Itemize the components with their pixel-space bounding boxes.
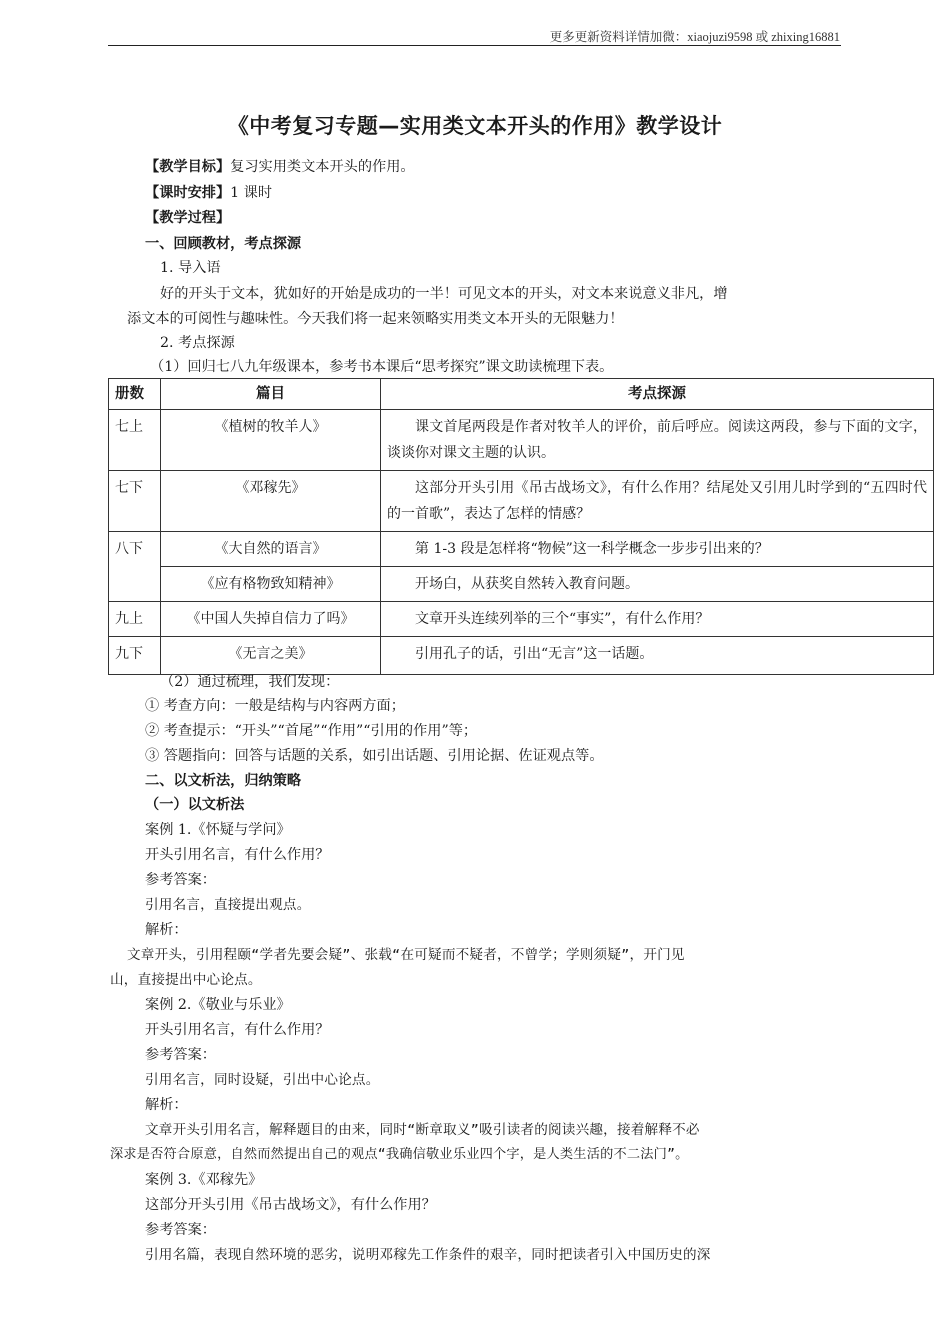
cell-source: 开场白，从获奖自然转入教育问题。 [381, 567, 934, 602]
header-source: 考点探源 [381, 379, 934, 410]
cell-grade: 七上 [109, 410, 161, 471]
document-title: 《中考复习专题—实用类文本开头的作用》教学设计 [227, 114, 723, 138]
table-row [109, 410, 934, 471]
cell-title: 《无言之美》 [161, 637, 381, 675]
cell-grade: 七下 [109, 471, 161, 532]
case3-title: 案例 3.《邓稼先》 [145, 1172, 263, 1188]
table-row [109, 602, 934, 637]
table-row [109, 532, 934, 567]
case1-analysis-line-2: 山，直接提出中心论点。 [110, 972, 262, 988]
case2-question: 开头引用名言，有什么作用？ [145, 1022, 330, 1038]
header-title: 篇目 [161, 379, 381, 410]
case1-answer-label: 参考答案： [145, 872, 216, 888]
hours-line [145, 183, 272, 203]
step2-text: （2）通过梳理，我们发现： [160, 674, 340, 690]
case2-analysis-line-1: 文章开头引用名言，解释题目的由来，同时“断章取义”吸引读者的阅读兴趣，接着解释不必 [145, 1122, 700, 1138]
case2-answer-label: 参考答案： [145, 1047, 216, 1063]
hours-label: 【课时安排】 [145, 185, 231, 201]
case1-title: 案例 1.《怀疑与学问》 [145, 822, 291, 838]
case2-analysis-label: 解析： [145, 1097, 188, 1113]
finding-2: ② 考查提示：“开头”“首尾”“作用”“引用的作用”等； [145, 723, 478, 739]
table-row [109, 637, 934, 675]
case3-answer: 引用名篇，表现自然环境的恶劣，说明邓稼先工作条件的艰辛，同时把读者引入中国历史的深 [145, 1247, 711, 1263]
goal-line [145, 157, 415, 177]
section1-heading: 一、回顾教材，考点探源 [145, 236, 302, 252]
cell-source: 课文首尾两段是作者对牧羊人的评价，前后呼应。阅读这两段，参与下面的文字，谈谈你对课文主题的认识。 [381, 410, 934, 471]
goal-text: 复习实用类文本开头的作用。 [230, 159, 415, 175]
cell-title: 《应有格物致知精神》 [161, 567, 381, 602]
process-label: 【教学过程】 [145, 210, 231, 226]
case2-title: 案例 2.《敬业与乐业》 [145, 997, 291, 1013]
cell-grade: 八下 [109, 532, 161, 602]
step1-text: （1）回归七八九年级课本，参考书本课后“思考探究”课文助读梳理下表。 [150, 359, 614, 375]
finding-3: ③ 答题指向：回答与话题的关系，如引出话题、引用论据、佐证观点等。 [145, 748, 604, 764]
case2-answer: 引用名言，同时设疑，引出中心论点。 [145, 1072, 380, 1088]
intro-line-1: 好的开头于文本，犹如好的开始是成功的一半！可见文本的开头，对文本来说意义非凡，增 [160, 286, 728, 302]
cell-grade: 九下 [109, 637, 161, 675]
cell-title: 《中国人失掉自信力了吗》 [161, 602, 381, 637]
cell-title: 《大自然的语言》 [161, 532, 381, 567]
case1-analysis-line-1: 文章开头，引用程颐“学者先要会疑”、张载“在可疑而不疑者，不曾学；学则须疑”，开门见 [127, 947, 685, 963]
case3-answer-label: 参考答案： [145, 1222, 216, 1238]
header-grade: 册数 [109, 379, 161, 410]
table-row [109, 567, 934, 602]
intro-line-2: 添文本的可阅性与趣味性。今天我们将一起来领略实用类文本开头的无限魅力！ [127, 311, 624, 327]
source-label: 2. 考点探源 [160, 335, 235, 351]
cell-title: 《邓稼先》 [161, 471, 381, 532]
cell-title: 《植树的牧羊人》 [161, 410, 381, 471]
section2-sub: （一）以文析法 [145, 797, 245, 813]
table-header-row [109, 379, 934, 410]
case1-analysis-label: 解析： [145, 922, 188, 938]
cell-grade: 九上 [109, 602, 161, 637]
header-rule [108, 45, 841, 46]
case3-question: 这部分开头引用《吊古战场文》，有什么作用？ [145, 1197, 436, 1213]
case2-analysis-line-2: 深求是否符合原意，自然而然提出自己的观点“我确信敬业乐业四个字，是人类生活的不二法门”。 [110, 1147, 689, 1162]
cell-source: 文章开头连续列举的三个“事实”，有什么作用？ [381, 602, 934, 637]
header-note: 更多更新资料详情加微：xiaojuzi9598 或 zhixing16881 [549, 30, 840, 44]
source-table [108, 378, 934, 675]
case1-question: 开头引用名言，有什么作用？ [145, 847, 330, 863]
finding-1: ① 考查方向：一般是结构与内容两方面； [145, 698, 405, 714]
table-row [109, 471, 934, 532]
intro-label: 1. 导入语 [160, 260, 221, 276]
goal-label: 【教学目标】 [145, 159, 231, 175]
cell-source: 引用孔子的话，引出“无言”这一话题。 [381, 637, 934, 675]
cell-source: 这部分开头引用《吊古战场文》，有什么作用？结尾处又引用儿时学到的“五四时代的一首歌”，表达了怎样的情感？ [381, 471, 934, 532]
section2-heading: 二、以文析法，归纳策略 [145, 773, 302, 789]
case1-answer: 引用名言，直接提出观点。 [145, 897, 311, 913]
hours-text: 1 课时 [230, 185, 273, 201]
cell-source: 第 1-3 段是怎样将“物候”这一科学概念一步步引出来的？ [381, 532, 934, 567]
